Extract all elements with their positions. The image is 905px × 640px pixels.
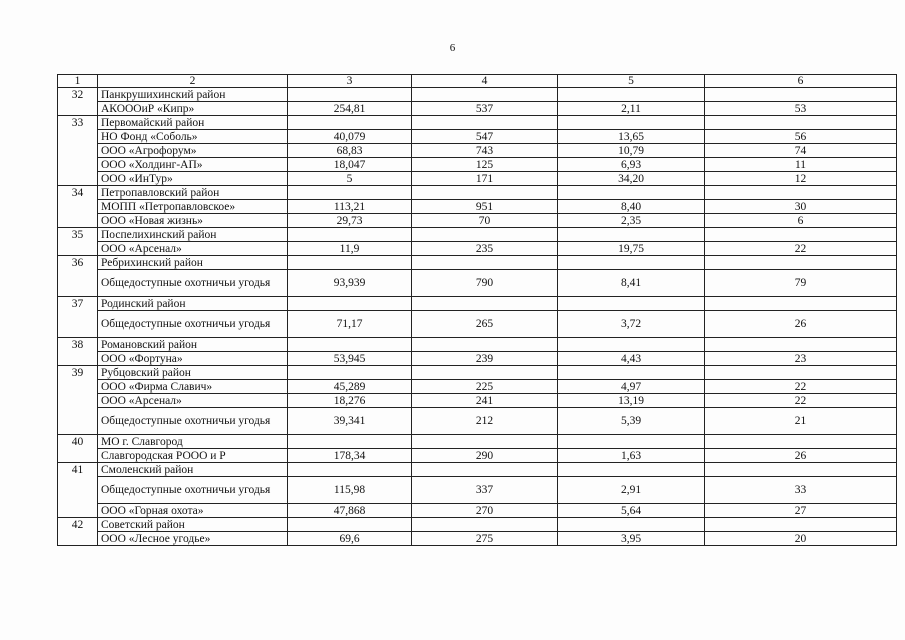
row-number: 33: [58, 116, 98, 186]
value-c3: 39,341: [288, 408, 412, 435]
region-name: Советский район: [98, 518, 288, 532]
region-name: Рубцовский район: [98, 366, 288, 380]
table-row: [58, 477, 897, 504]
organization-name: Общедоступные охотничьи угодья: [98, 270, 288, 297]
empty-cell: [412, 463, 558, 477]
value-c3: 11,9: [288, 242, 412, 256]
table-row: [58, 270, 897, 297]
region-row: [58, 186, 897, 200]
row-number: 36: [58, 256, 98, 297]
empty-cell: [288, 463, 412, 477]
empty-cell: [412, 116, 558, 130]
value-c6: 22: [705, 380, 897, 394]
empty-cell: [558, 366, 705, 380]
region-row: [58, 256, 897, 270]
region-name: Поспелихинский район: [98, 228, 288, 242]
value-c6: 23: [705, 352, 897, 366]
organization-name: Общедоступные охотничьи угодья: [98, 477, 288, 504]
value-c5: 2,91: [558, 477, 705, 504]
empty-cell: [705, 463, 897, 477]
value-c4: 537: [412, 102, 558, 116]
region-row: [58, 518, 897, 532]
organization-name: Славгородская РООО и Р: [98, 449, 288, 463]
column-header: 2: [98, 75, 288, 88]
column-header: 3: [288, 75, 412, 88]
value-c4: 547: [412, 130, 558, 144]
value-c5: 2,35: [558, 214, 705, 228]
row-number: 41: [58, 463, 98, 518]
value-c5: 3,72: [558, 311, 705, 338]
value-c3: 178,34: [288, 449, 412, 463]
value-c5: 34,20: [558, 172, 705, 186]
value-c4: 265: [412, 311, 558, 338]
organization-name: НО Фонд «Соболь»: [98, 130, 288, 144]
organization-name: ООО «Новая жизнь»: [98, 214, 288, 228]
table-row: [58, 200, 897, 214]
row-number: 37: [58, 297, 98, 338]
region-row: [58, 88, 897, 102]
empty-cell: [288, 435, 412, 449]
empty-cell: [412, 256, 558, 270]
column-header: 5: [558, 75, 705, 88]
value-c3: 53,945: [288, 352, 412, 366]
value-c3: 69,6: [288, 532, 412, 546]
empty-cell: [412, 186, 558, 200]
value-c4: 225: [412, 380, 558, 394]
value-c6: 21: [705, 408, 897, 435]
organization-name: ООО «Фирма Славич»: [98, 380, 288, 394]
empty-cell: [558, 228, 705, 242]
value-c4: 171: [412, 172, 558, 186]
row-number: 34: [58, 186, 98, 228]
table-row: [58, 394, 897, 408]
table-row: [58, 102, 897, 116]
empty-cell: [412, 297, 558, 311]
value-c4: 235: [412, 242, 558, 256]
value-c5: 6,93: [558, 158, 705, 172]
value-c3: 115,98: [288, 477, 412, 504]
region-row: [58, 366, 897, 380]
table-row: [58, 408, 897, 435]
empty-cell: [412, 88, 558, 102]
empty-cell: [705, 297, 897, 311]
empty-cell: [412, 518, 558, 532]
empty-cell: [288, 256, 412, 270]
organization-name: ООО «Арсенал»: [98, 242, 288, 256]
value-c5: 4,97: [558, 380, 705, 394]
value-c3: 113,21: [288, 200, 412, 214]
table-row: [58, 380, 897, 394]
value-c4: 212: [412, 408, 558, 435]
value-c3: 18,047: [288, 158, 412, 172]
value-c3: 18,276: [288, 394, 412, 408]
value-c6: 79: [705, 270, 897, 297]
value-c6: 12: [705, 172, 897, 186]
organization-name: ООО «Арсенал»: [98, 394, 288, 408]
table-row: [58, 172, 897, 186]
empty-cell: [412, 228, 558, 242]
empty-cell: [558, 435, 705, 449]
empty-cell: [705, 366, 897, 380]
value-c5: 2,11: [558, 102, 705, 116]
column-header: 4: [412, 75, 558, 88]
empty-cell: [558, 463, 705, 477]
region-name: Ребрихинский район: [98, 256, 288, 270]
value-c3: 254,81: [288, 102, 412, 116]
value-c5: 4,43: [558, 352, 705, 366]
value-c6: 22: [705, 394, 897, 408]
value-c5: 10,79: [558, 144, 705, 158]
value-c3: 71,17: [288, 311, 412, 338]
empty-cell: [288, 366, 412, 380]
value-c6: 74: [705, 144, 897, 158]
table-row: [58, 130, 897, 144]
value-c6: 56: [705, 130, 897, 144]
value-c4: 239: [412, 352, 558, 366]
table-row: [58, 504, 897, 518]
value-c4: 743: [412, 144, 558, 158]
empty-cell: [412, 338, 558, 352]
organization-name: ООО «Горная охота»: [98, 504, 288, 518]
value-c3: 45,289: [288, 380, 412, 394]
value-c5: 5,39: [558, 408, 705, 435]
row-number: 32: [58, 88, 98, 116]
empty-cell: [288, 518, 412, 532]
empty-cell: [705, 116, 897, 130]
page-number: 6: [449, 42, 456, 54]
empty-cell: [705, 256, 897, 270]
empty-cell: [288, 116, 412, 130]
empty-cell: [412, 366, 558, 380]
value-c5: 1,63: [558, 449, 705, 463]
value-c3: 5: [288, 172, 412, 186]
region-name: Петропавловский район: [98, 186, 288, 200]
value-c6: 53: [705, 102, 897, 116]
empty-cell: [558, 256, 705, 270]
region-row: [58, 297, 897, 311]
table-row: [58, 311, 897, 338]
value-c3: 40,079: [288, 130, 412, 144]
value-c6: 20: [705, 532, 897, 546]
value-c5: 8,41: [558, 270, 705, 297]
column-header: 1: [58, 75, 98, 88]
region-row: [58, 116, 897, 130]
row-number: 38: [58, 338, 98, 366]
table-row: [58, 214, 897, 228]
region-name: Романовский район: [98, 338, 288, 352]
empty-cell: [558, 338, 705, 352]
value-c6: 11: [705, 158, 897, 172]
value-c5: 8,40: [558, 200, 705, 214]
organization-name: Общедоступные охотничьи угодья: [98, 311, 288, 338]
empty-cell: [558, 518, 705, 532]
header-row: [58, 75, 897, 88]
value-c5: 3,95: [558, 532, 705, 546]
row-number: 40: [58, 435, 98, 463]
region-name: Смоленский район: [98, 463, 288, 477]
column-header: 6: [705, 75, 897, 88]
value-c6: 6: [705, 214, 897, 228]
empty-cell: [705, 435, 897, 449]
empty-cell: [288, 297, 412, 311]
organization-name: ООО «Холдинг-АП»: [98, 158, 288, 172]
row-number: 42: [58, 518, 98, 546]
value-c4: 275: [412, 532, 558, 546]
table-row: [58, 158, 897, 172]
row-number: 39: [58, 366, 98, 435]
organization-name: ООО «Фортуна»: [98, 352, 288, 366]
empty-cell: [558, 186, 705, 200]
hunting-grounds-table: [57, 74, 897, 546]
empty-cell: [558, 297, 705, 311]
value-c3: 68,83: [288, 144, 412, 158]
empty-cell: [705, 518, 897, 532]
region-name: МО г. Славгород: [98, 435, 288, 449]
empty-cell: [705, 338, 897, 352]
organization-name: Общедоступные охотничьи угодья: [98, 408, 288, 435]
value-c4: 790: [412, 270, 558, 297]
organization-name: АКОООиР «Кипр»: [98, 102, 288, 116]
region-row: [58, 463, 897, 477]
organization-name: ООО «ИнТур»: [98, 172, 288, 186]
region-name: Родинский район: [98, 297, 288, 311]
value-c6: 33: [705, 477, 897, 504]
region-row: [58, 338, 897, 352]
value-c6: 22: [705, 242, 897, 256]
empty-cell: [412, 435, 558, 449]
value-c6: 26: [705, 449, 897, 463]
empty-cell: [705, 228, 897, 242]
value-c4: 125: [412, 158, 558, 172]
table-row: [58, 144, 897, 158]
value-c4: 270: [412, 504, 558, 518]
value-c5: 5,64: [558, 504, 705, 518]
value-c4: 290: [412, 449, 558, 463]
organization-name: ООО «Агрофорум»: [98, 144, 288, 158]
organization-name: ООО «Лесное угодье»: [98, 532, 288, 546]
value-c4: 337: [412, 477, 558, 504]
row-number: 35: [58, 228, 98, 256]
region-name: Панкрушихинский район: [98, 88, 288, 102]
empty-cell: [288, 88, 412, 102]
value-c3: 47,868: [288, 504, 412, 518]
value-c4: 951: [412, 200, 558, 214]
empty-cell: [288, 186, 412, 200]
table-row: [58, 449, 897, 463]
value-c3: 93,939: [288, 270, 412, 297]
value-c5: 13,65: [558, 130, 705, 144]
empty-cell: [288, 338, 412, 352]
value-c6: 30: [705, 200, 897, 214]
value-c5: 13,19: [558, 394, 705, 408]
table-row: [58, 242, 897, 256]
value-c4: 70: [412, 214, 558, 228]
region-row: [58, 228, 897, 242]
value-c6: 27: [705, 504, 897, 518]
organization-name: МОПП «Петропавловское»: [98, 200, 288, 214]
empty-cell: [558, 88, 705, 102]
region-name: Первомайский район: [98, 116, 288, 130]
empty-cell: [705, 186, 897, 200]
empty-cell: [288, 228, 412, 242]
empty-cell: [558, 116, 705, 130]
table-row: [58, 352, 897, 366]
table-row: [58, 532, 897, 546]
value-c4: 241: [412, 394, 558, 408]
value-c5: 19,75: [558, 242, 705, 256]
value-c3: 29,73: [288, 214, 412, 228]
value-c6: 26: [705, 311, 897, 338]
region-row: [58, 435, 897, 449]
empty-cell: [705, 88, 897, 102]
